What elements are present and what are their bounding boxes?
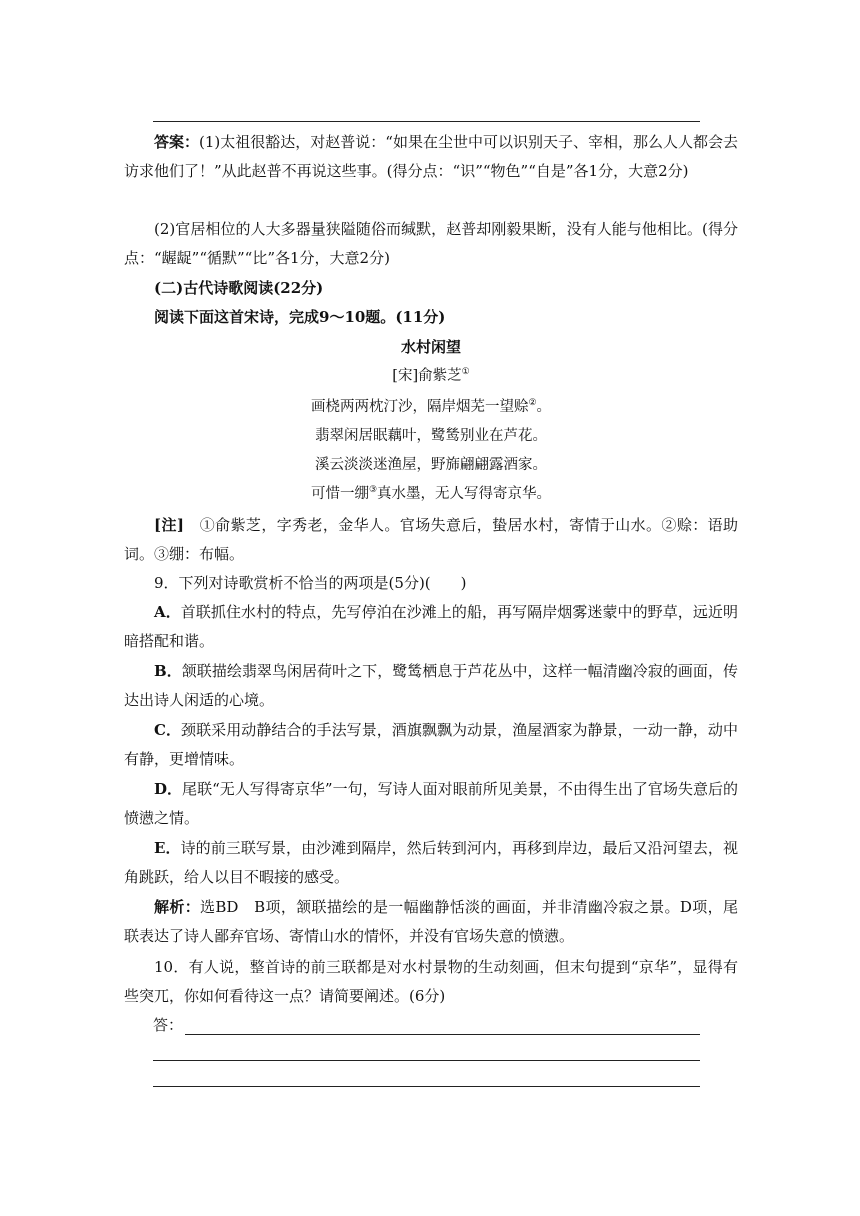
poem-line-1-text: 画桡两两枕汀沙，隔岸烟芜一望赊 — [310, 399, 529, 415]
notes-text: ①俞紫芝，字秀老，金华人。官场失意后，蛰居水村，寄情于山水。②赊：语助词。③绷：布幅。 — [124, 516, 738, 563]
poem-line-4 — [124, 480, 738, 509]
poem-line-1 — [124, 393, 738, 422]
question-9-option-e[interactable] — [124, 834, 738, 892]
poem-line-4-tail: 真水墨，无人写得寄京华。 — [377, 486, 552, 502]
question-9-option-a[interactable] — [124, 598, 738, 656]
poem-line-3 — [124, 451, 738, 480]
poem-line-4-text: 可惜一绷 — [310, 486, 369, 502]
answer-paragraph-1 — [124, 128, 738, 186]
question-9-analysis — [124, 893, 738, 951]
option-b-text: 颔联描绘翡翠鸟闲居荷叶之下，鹭鸶栖息于芦花丛中，这样一幅清幽冷寂的画面，传达出诗人闲适的心境。 — [124, 662, 738, 709]
option-c-text: 颈联采用动静结合的手法写景，酒旗飘飘为动景，渔屋酒家为静景，一动一静，动中有静，更增情味。 — [124, 721, 738, 768]
answer-blank-line-2[interactable] — [153, 1060, 700, 1061]
poem-author-name: [宋]俞紫芝 — [392, 368, 462, 384]
option-b-letter: B． — [154, 662, 182, 680]
answer-text-1: (1)太祖很豁达，对赵普说：“如果在尘世中可以识别天子、宰相，那么人人都会去访求他们了！”从此赵普不再说这些事。(得分点：“识”“物色”“自是”各1分，大意2分) — [124, 133, 738, 180]
answer-text-2: (2)官居相位的人大多器量狭隘随俗而缄默，赵普却刚毅果断，没有人能与他相比。(得分点：“龌龊”“循默”“比”各1分，大意2分) — [124, 220, 738, 267]
analysis-label: 解析： — [154, 898, 201, 916]
answer-blank-line-3[interactable] — [153, 1086, 700, 1087]
section-heading: (二)古代诗歌阅读(22分) — [154, 279, 324, 297]
poem-line-3-text: 溪云淡淡迷渔屋，野旆翩翩露酒家。 — [315, 457, 547, 473]
option-d-text: 尾联“无人写得寄京华”一句，写诗人面对眼前所见美景，不由得生出了官场失意后的愤懑之情。 — [124, 780, 738, 827]
question-10-stem: 10．有人说，整首诗的前三联都是对水村景物的生动刻画，但末句提到“京华”，显得有些突兀，你如何看待这一点？请简要阐述。(6分) — [124, 958, 738, 1005]
option-a-text: 首联抓住水村的特点，先写停泊在沙滩上的船，再写隔岸烟雾迷蒙中的野草，远近明暗搭配和谐。 — [124, 603, 738, 650]
poem-line-2 — [124, 422, 738, 451]
question-9-stem: 9．下列对诗歌赏析不恰当的两项是(5分)( ) — [154, 574, 467, 592]
poem-author-note: ① — [461, 367, 470, 378]
reading-instruction: 阅读下面这首宋诗，完成9～10题。(11分) — [154, 308, 446, 326]
answer-paragraph-2 — [124, 215, 738, 273]
answer-prompt-label: 答： — [153, 1016, 184, 1034]
analysis-text: 选BD B项，颔联描绘的是一幅幽静恬淡的画面，并非清幽冷寂之景。D项，尾联表达了诗人鄙弃官场、寄情山水的情怀，并没有官场失意的愤懑。 — [124, 898, 738, 945]
option-e-letter: E． — [154, 839, 181, 857]
answer-label: 答案： — [154, 133, 200, 151]
question-9-option-c[interactable] — [124, 716, 738, 774]
option-a-letter: A． — [154, 603, 181, 621]
option-e-text: 诗的前三联写景，由沙滩到隔岸，然后转到河内，再移到岸边，最后又沿河望去，视角跳跃，给人以目不暇接的感受。 — [124, 839, 738, 886]
poem-line-1-note: ② — [528, 398, 537, 409]
option-c-letter: C． — [154, 721, 182, 739]
question-9-option-b[interactable] — [124, 657, 738, 715]
notes-label: [注] — [154, 516, 184, 534]
poem-line-1-tail: 。 — [536, 399, 552, 415]
question-9-option-d[interactable] — [124, 775, 738, 833]
poem-notes — [124, 511, 738, 569]
poem-author — [124, 362, 738, 391]
poem-line-4-note: ③ — [368, 485, 378, 496]
poem-line-2-text: 翡翠闲居眠藕叶，鹭鸶别业在芦花。 — [315, 428, 547, 444]
option-d-letter: D． — [154, 780, 183, 798]
answer-line-top — [153, 121, 700, 122]
answer-blank-line-1[interactable] — [185, 1034, 700, 1035]
poem-title: 水村闲望 — [400, 338, 461, 356]
